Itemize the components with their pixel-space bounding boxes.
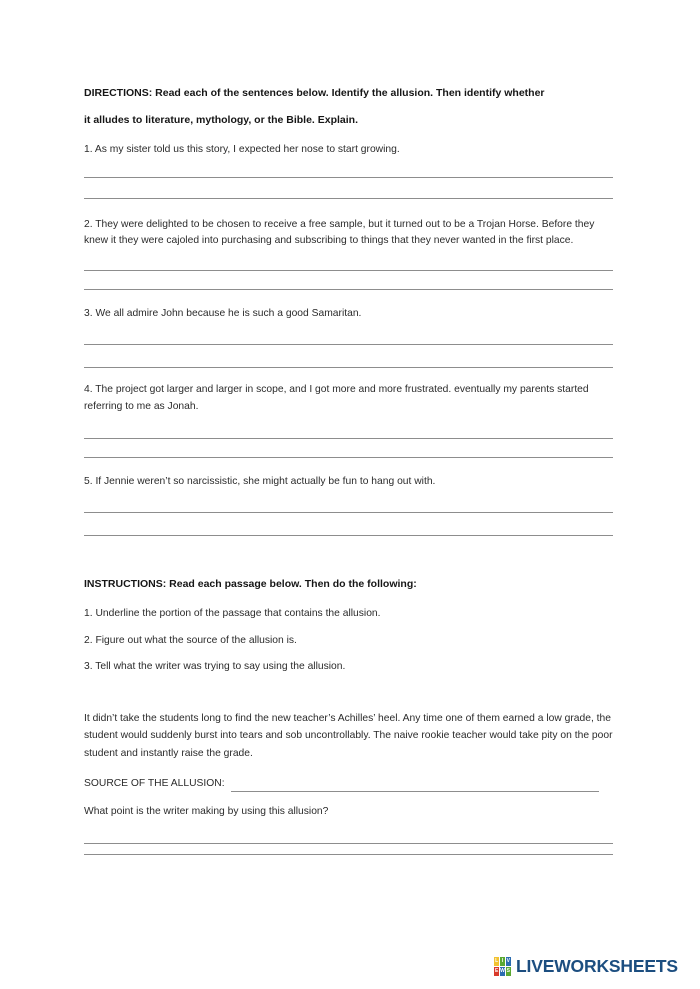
answer-line[interactable] [84, 854, 613, 855]
question-2-text: 2. They were delighted to be chosen to receive a free sample, but it turned out to be a Trojan Horse. Before they knew it they were cajoled into purchasing and subscribing to things that they never wanted in the first place. [84, 218, 595, 247]
question-1-text: 1. As my sister told us this story, I expected her nose to start growing. [84, 144, 400, 155]
liveworksheets-tiles-icon [494, 957, 511, 976]
instruction-step-1: 1. Underline the portion of the passage that contains the allusion. [84, 608, 381, 620]
instruction-step-3: 3. Tell what the writer was trying to say using the allusion. [84, 661, 346, 673]
source-of-allusion-label: SOURCE OF THE ALLUSION: [84, 778, 225, 790]
instructions-heading: INSTRUCTIONS: Read each passage below. Then do the following: [84, 578, 417, 591]
source-of-allusion-row [84, 776, 614, 792]
liveworksheets-logo[interactable] [494, 957, 678, 976]
question-4-text: 4. The project got larger and larger in scope, and I got more and more frustrated. eventually my parents started referring to me as Jonah. [84, 384, 589, 412]
question-5-text: 5. If Jennie weren’t so narcissistic, she might actually be fun to hang out with. [84, 475, 436, 487]
logo-tile: E [494, 967, 499, 976]
liveworksheets-wordmark: LIVEWORKSHEETS [516, 955, 678, 976]
source-of-allusion-input[interactable] [231, 780, 599, 792]
passage-text: It didn’t take the students long to find the new teacher’s Achilles’ heel. Any time one of them earned a low grade, the student would suddenly burst into tears and sob uncontrollably. The naive rookie teacher would take pity on the poor student and instantly raise the grade. [84, 712, 613, 759]
logo-tile: I [500, 957, 505, 966]
question-3-text: 3. We all admire John because he is such a good Samaritan. [84, 307, 362, 319]
directions-heading-line-2: it alludes to literature, mythology, or the Bible. Explain. [84, 114, 359, 126]
directions-heading-line-1: DIRECTIONS: Read each of the sentences below. Identify the allusion. Then identify whether [84, 87, 545, 99]
worksheet-page [84, 0, 614, 989]
directions-block [84, 0, 614, 134]
follow-up-question-text: What point is the writer making by using this allusion? [84, 806, 329, 818]
instruction-step-2: 2. Figure out what the source of the allusion is. [84, 634, 297, 646]
logo-tile: W [500, 967, 505, 976]
logo-tile: L [494, 957, 499, 966]
logo-tile: S [506, 967, 511, 976]
logo-tile: V [506, 957, 511, 966]
